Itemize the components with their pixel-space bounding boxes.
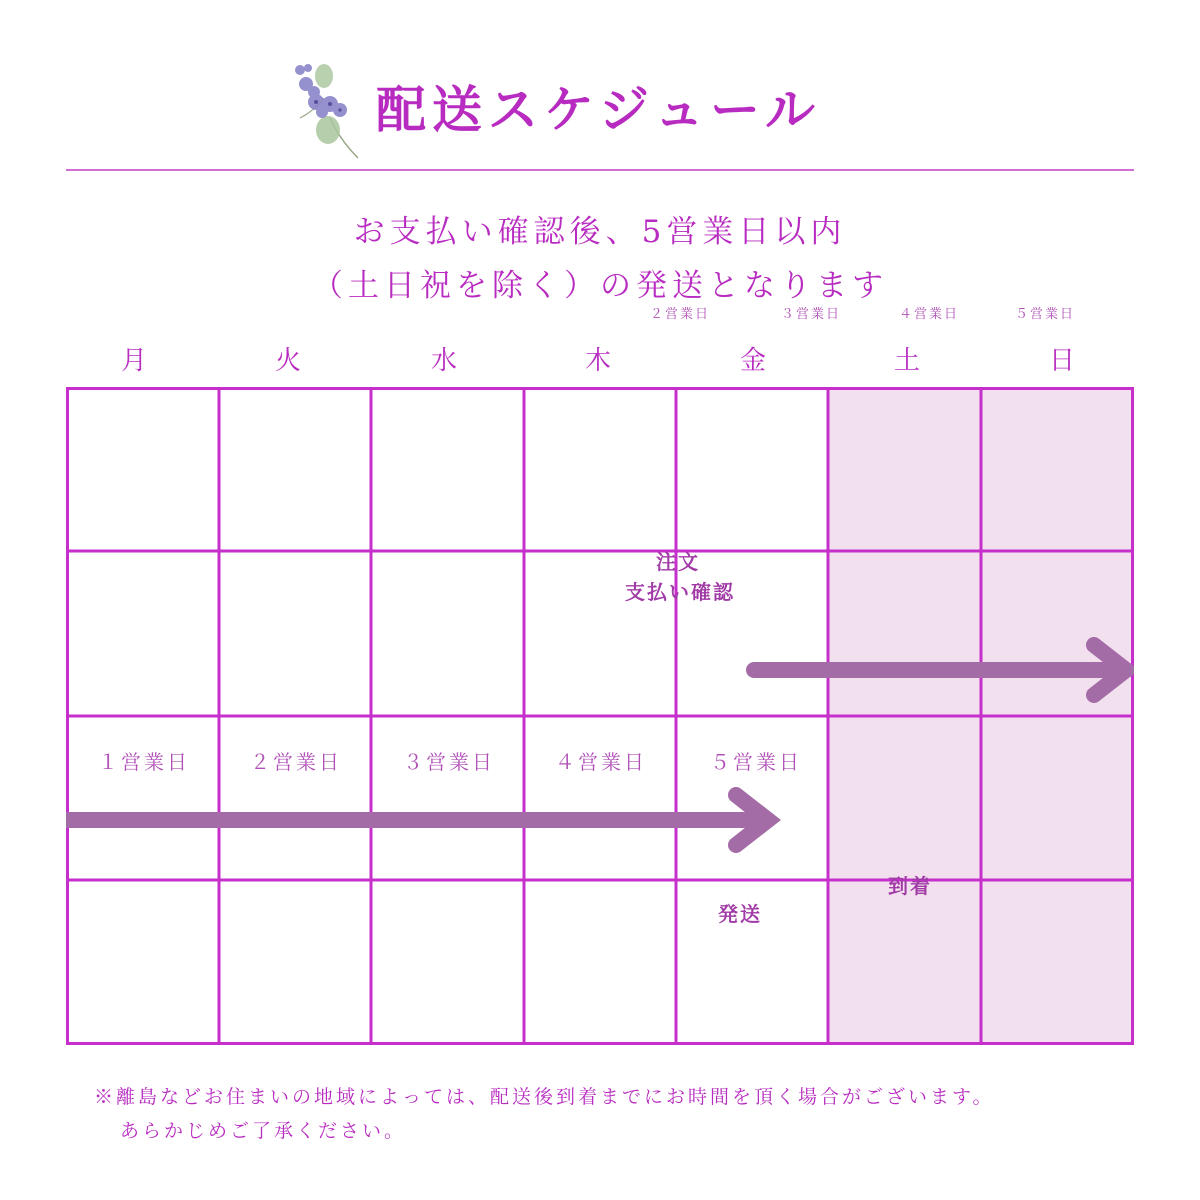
weekday-wed: 水 bbox=[430, 346, 457, 376]
top-business-day-5: ５営業日 bbox=[1014, 307, 1075, 322]
footnote-line-2: あらかじめご了承ください。 bbox=[120, 1120, 407, 1142]
event-arrival: 到着 bbox=[888, 874, 932, 898]
top-business-day-3: ３営業日 bbox=[780, 307, 841, 322]
title-divider bbox=[66, 169, 1134, 171]
event-payment-confirmed: 支払い確認 bbox=[625, 580, 735, 604]
weekday-thu: 木 bbox=[584, 346, 611, 376]
subtitle-line-2: （土日祝を除く）の発送となります bbox=[312, 268, 888, 304]
weekday-sun: 日 bbox=[1048, 346, 1075, 376]
page-title: 配送スケジュール bbox=[376, 80, 821, 139]
weekday-tue: 火 bbox=[274, 346, 301, 376]
row-business-day-4: ４営業日 bbox=[555, 750, 647, 774]
right-arrow-icon bbox=[66, 795, 768, 845]
violet-flower-icon bbox=[286, 58, 366, 160]
event-shipping: 発送 bbox=[718, 902, 762, 926]
subtitle-line-1: お支払い確認後、5営業日以内 bbox=[353, 214, 847, 250]
row-business-day-2: ２営業日 bbox=[250, 750, 342, 774]
top-business-day-2: ２営業日 bbox=[649, 307, 710, 322]
event-order: 注文 bbox=[656, 550, 700, 574]
weekday-sat: 土 bbox=[893, 346, 920, 376]
footnote-line-1: ※離島などお住まいの地域によっては、配送後到着までにお時間を頂く場合がございます。 bbox=[94, 1086, 995, 1108]
calendar-grid bbox=[66, 387, 1134, 1045]
row-business-day-5: ５営業日 bbox=[710, 750, 802, 774]
top-business-day-4: ４営業日 bbox=[898, 307, 959, 322]
weekday-mon: 月 bbox=[120, 346, 147, 376]
row-business-day-3: ３営業日 bbox=[403, 750, 495, 774]
row-business-day-1: １営業日 bbox=[98, 750, 190, 774]
weekday-fri: 金 bbox=[739, 346, 766, 376]
